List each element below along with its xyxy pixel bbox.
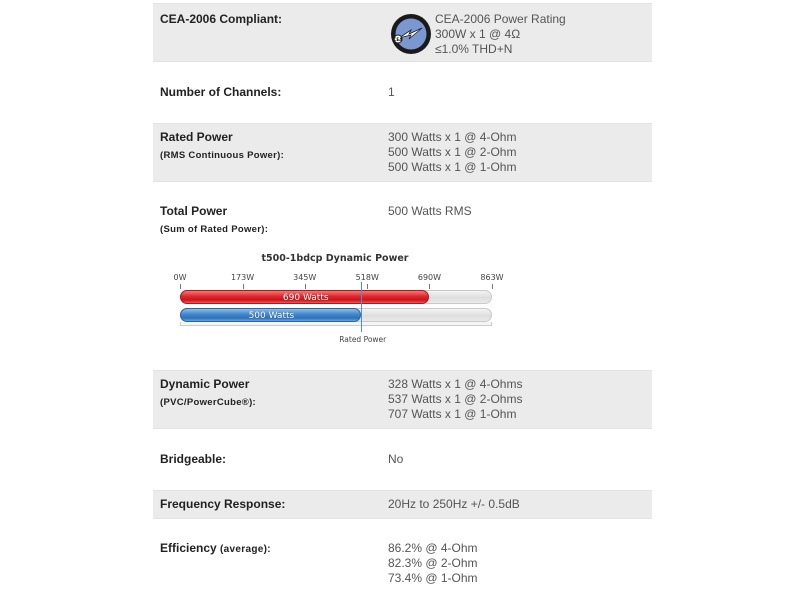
value-line: 82.3% @ 2-Ohm bbox=[388, 556, 478, 570]
axis-tick-label: 0W bbox=[173, 273, 187, 282]
label-main: Dynamic Power bbox=[160, 377, 250, 391]
spec-row-rated-power bbox=[153, 123, 652, 182]
axis-tick-mark bbox=[243, 284, 244, 289]
axis-tick-label: 690W bbox=[417, 273, 442, 282]
bar-value-label: 500 Watts bbox=[248, 311, 295, 321]
spec-row-bridgeable bbox=[153, 429, 652, 490]
value-line: 328 Watts x 1 @ 4-Ohms bbox=[388, 377, 523, 391]
spec-row-dynamic-power bbox=[153, 370, 652, 429]
axis-tick-mark bbox=[429, 284, 430, 289]
spec-value-bridgeable: No bbox=[388, 452, 404, 466]
spec-row-channels bbox=[153, 62, 652, 123]
spec-label-rated-power bbox=[160, 130, 284, 163]
label-sub: (Sum of Rated Power): bbox=[160, 224, 269, 235]
value-line: 707 Watts x 1 @ 1-Ohm bbox=[388, 407, 517, 421]
label-main: Efficiency bbox=[160, 541, 217, 555]
value-line: 537 Watts x 1 @ 2-Ohms bbox=[388, 392, 523, 406]
value-line: 73.4% @ 1-Ohm bbox=[388, 571, 478, 585]
rated-power-marker-line bbox=[361, 282, 362, 332]
spec-label-total-power bbox=[160, 204, 268, 237]
axis-tick-label: 345W bbox=[293, 273, 317, 282]
rated-power-bar bbox=[180, 308, 361, 322]
value-line: 300 Watts x 1 @ 4-Ohm bbox=[388, 130, 517, 144]
cea-line: ≤1.0% THD+N bbox=[435, 42, 513, 56]
value-line: 500 Watts x 1 @ 1-Ohm bbox=[388, 160, 517, 174]
spec-label-bridgeable: Bridgeable: bbox=[160, 452, 227, 466]
chart-title: t500-1bdcp Dynamic Power bbox=[261, 253, 409, 264]
axis-tick-mark bbox=[305, 284, 306, 289]
axis-tick-mark bbox=[180, 284, 181, 289]
spec-label-efficiency bbox=[160, 541, 271, 557]
axis-tick-label: 518W bbox=[355, 273, 379, 282]
spec-label-channels: Number of Channels: bbox=[160, 85, 282, 99]
spec-row-efficiency bbox=[153, 519, 652, 594]
spec-value-frequency: 20Hz to 250Hz +/- 0.5dB bbox=[388, 497, 520, 511]
cea-line: 300W x 1 @ 4Ω bbox=[435, 27, 521, 41]
spec-row-total-power bbox=[153, 182, 652, 242]
chart-baseline bbox=[180, 322, 492, 326]
svg-text:CEA: CEA bbox=[393, 37, 403, 42]
label-main: Total Power bbox=[160, 204, 228, 218]
axis-tick-mark bbox=[367, 284, 368, 289]
spec-value-dynamic-power bbox=[388, 377, 522, 422]
cea-rating-text bbox=[435, 12, 566, 57]
label-sub: (PVC/PowerCube®): bbox=[160, 397, 257, 408]
value-line: 500 Watts x 1 @ 2-Ohm bbox=[388, 145, 517, 159]
spec-value-rated-power bbox=[388, 130, 516, 175]
spec-value-total-power: 500 Watts RMS bbox=[388, 204, 472, 218]
cea-2006-badge-icon bbox=[389, 12, 433, 56]
label-sub: (RMS Continuous Power): bbox=[160, 150, 285, 161]
spec-label-dynamic-power bbox=[160, 377, 256, 410]
cea-line: CEA-2006 Power Rating bbox=[435, 12, 566, 26]
axis-tick-label: 863W bbox=[480, 273, 504, 282]
spec-row-frequency bbox=[153, 490, 652, 519]
value-line: 86.2% @ 4-Ohm bbox=[388, 541, 478, 555]
dynamic-power-chart bbox=[160, 248, 510, 358]
label-main: Rated Power bbox=[160, 130, 233, 144]
axis-tick-label: 173W bbox=[230, 273, 255, 282]
bar-value-label: 690 Watts bbox=[282, 293, 329, 303]
label-inline: (average): bbox=[220, 544, 271, 555]
axis-tick-mark bbox=[492, 284, 493, 289]
dynamic-power-bar bbox=[180, 290, 429, 304]
rated-power-marker-label: Rated Power bbox=[339, 335, 387, 344]
spec-row-cea bbox=[153, 3, 652, 62]
spec-value-efficiency bbox=[388, 541, 478, 586]
spec-label-cea: CEA-2006 Compliant: bbox=[160, 12, 283, 26]
spec-label-frequency: Frequency Response: bbox=[160, 497, 286, 511]
spec-value-channels: 1 bbox=[388, 85, 395, 99]
